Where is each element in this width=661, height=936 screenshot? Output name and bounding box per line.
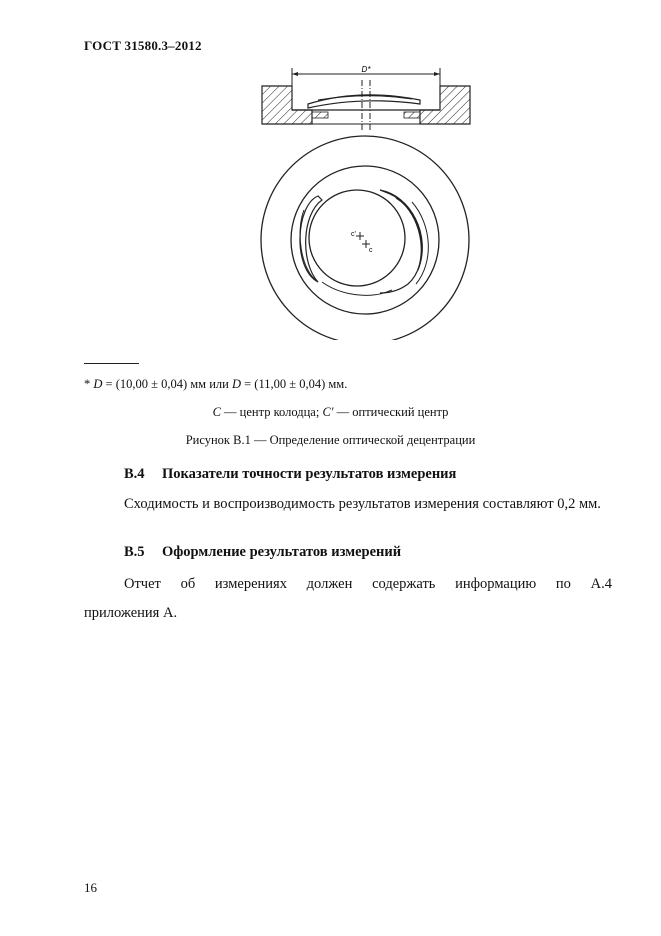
section-b4-heading: В.4 Показатели точности результатов измерения [124,466,457,482]
section-b4-text: Сходимость и воспроизводимость результатов измерения составляют 0,2 мм. [124,496,601,512]
section-view [262,65,470,130]
well-center-label: c [369,247,373,254]
figure-legend: C — центр колодца; C′ — оптический центр [212,405,449,419]
document-header: ГОСТ 31580.3–2012 [84,38,202,53]
section-b5-heading: В.5 Оформление результатов измерений [124,544,402,560]
lens-circle [309,190,405,286]
page-number: 16 [84,880,97,895]
well-wall-left [262,86,312,124]
well-wall-right [420,86,470,124]
section-b5-text: Отчет об измерениях должен содержать информацию по А.4 приложения А. [84,576,612,621]
dimension-label: D* [361,65,371,74]
footnote: * D = (10,00 ± 0,04) мм или D = (11,00 ± 0,04) мм. [84,377,348,391]
figure-b1-drawing [0,0,661,340]
footnote-separator [84,363,139,364]
plan-view [261,136,469,340]
figure-caption: Рисунок В.1 — Определение оптической децентрации [185,433,476,447]
lens-profile [308,95,420,108]
optical-center-label: c' [351,231,356,238]
